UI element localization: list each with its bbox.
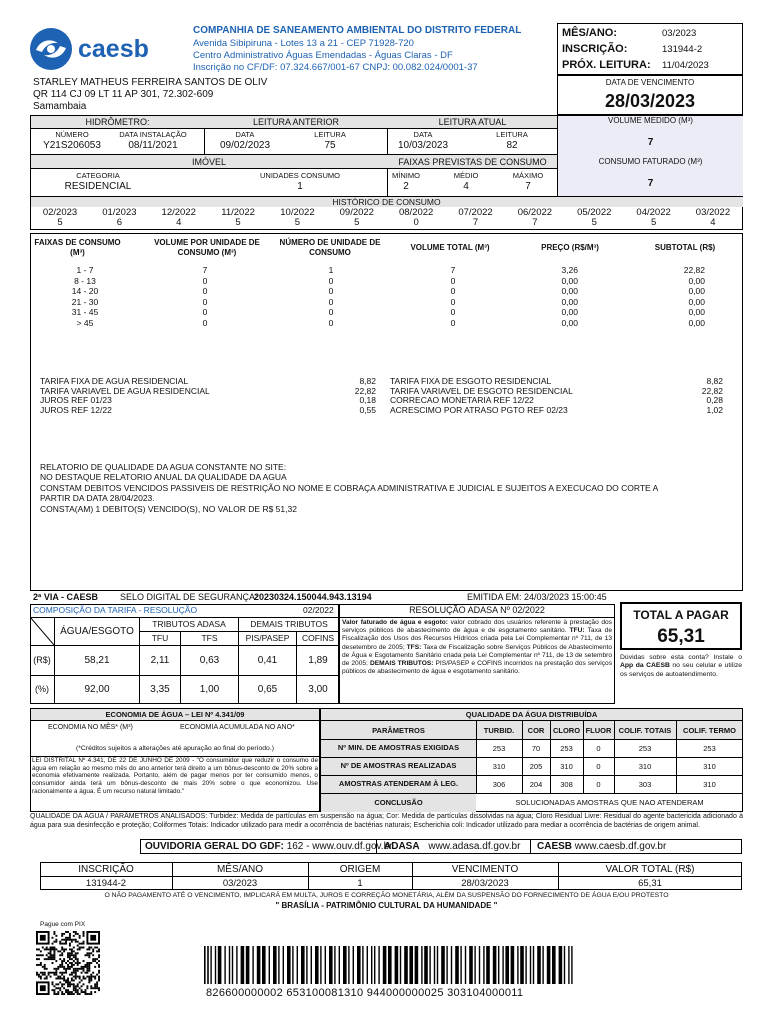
- hidrometro-header: HIDRÔMETRO:: [85, 117, 150, 127]
- historico-item: 09/2022 5: [339, 207, 374, 228]
- imovel-header: IMÓVEL: [191, 157, 226, 167]
- stub-origem: 1: [357, 878, 363, 889]
- economia-note: (*Créditos sujeitos a alterações até apuração ao final do período.): [76, 745, 274, 752]
- atual-leitura: 82: [506, 140, 518, 151]
- pix-label: Pague com PIX: [40, 921, 86, 928]
- composicao-row-label: (%): [35, 684, 49, 694]
- stub-mes-label: MÊS/ANO: [216, 864, 264, 875]
- ant-leitura: 75: [324, 140, 336, 151]
- qualidade-cell: 253: [492, 744, 506, 753]
- faixas-col-preco: PREÇO (R$/M³): [541, 243, 599, 252]
- atual-leitura-label: LEITURA: [496, 130, 528, 139]
- composicao-agua-pct: 92,00: [84, 684, 110, 695]
- ant-data: 09/02/2023: [219, 140, 271, 151]
- barcode-digits: 826600000002 653100081310 944000000025 303104000011: [206, 987, 524, 999]
- faixas-col-faixa: FAIXAS DE CONSUMO (M³): [34, 238, 121, 257]
- charge-row: TARIFA VARIAVEL DE ESGOTO RESIDENCIAL 22,82: [390, 385, 723, 396]
- due-date-value: 28/03/2023: [604, 91, 696, 111]
- total-label: TOTAL A PAGAR: [633, 608, 729, 622]
- pix-qr-code[interactable]: [36, 931, 100, 995]
- historico-item: 03/2022 4: [695, 207, 731, 228]
- qualidade-cell: 0: [596, 744, 601, 753]
- volume-medido-label: VOLUME MEDIDO (M³): [608, 116, 693, 125]
- qualidade-col-cor: COR: [527, 726, 545, 735]
- company-address-1: Avenida Sibipiruna - Lotes 13 a 21 - CEP 71928-720: [193, 38, 414, 49]
- total-box: [620, 602, 742, 650]
- economia-title: ECONOMIA DE ÁGUA – LEI Nº 4.341/09: [105, 710, 245, 719]
- composicao-title: COMPOSIÇÃO DA TARIFA - RESOLUÇÃO: [33, 605, 198, 615]
- message-line: RELATORIO DE QUALIDADE DA AGUA CONSTANTE NO SITE:: [40, 462, 287, 472]
- maximo-label: MÁXIMO: [512, 171, 544, 180]
- qualidade-cell: 310: [638, 762, 652, 771]
- historico-item: 11/2022 5: [221, 207, 255, 228]
- company-ids: Inscrição no CF/DF: 07.324.667/001-67 CNPJ: 00.082.024/0001-37: [193, 62, 478, 73]
- charge-row: TARIFA FIXA DE AGUA RESIDENCIAL 8,82: [40, 376, 376, 386]
- stub-origem-label: ORIGEM: [339, 864, 381, 875]
- adasa-url[interactable]: www.adasa.df.gov.br: [428, 841, 521, 852]
- pis-header: PIS/PASEP: [245, 633, 290, 643]
- stub-inscricao: 131944-2: [85, 878, 127, 889]
- table-row: 21 - 30 0 0 0 0,00 0,00: [71, 296, 705, 307]
- faixas-previstas-header: FAIXAS PREVISTAS DE CONSUMO: [398, 157, 547, 167]
- composicao-cofins-pct: 3,00: [308, 684, 328, 695]
- demais-tributos-header: DEMAIS TRIBUTOS: [250, 619, 328, 629]
- tfu-header: TFU: [151, 633, 169, 643]
- data-instalacao: 08/11/2021: [128, 140, 178, 151]
- ouvidoria-gdf-label: OUVIDORIA GERAL DO GDF:: [145, 841, 284, 852]
- qualidade-col-turbidez: TURBID.: [483, 726, 515, 735]
- qualidade-cell: 253: [703, 744, 716, 753]
- company-name: COMPANHIA DE SANEAMENTO AMBIENTAL DO DISTRITO FEDERAL: [193, 25, 522, 36]
- company-address-2: Centro Administrativo Águas Emendadas - Águas Claras - DF: [193, 50, 453, 61]
- minimo-value: 2: [403, 181, 409, 192]
- qualidade-cell: 0: [596, 780, 601, 789]
- table-row: 31 - 45 0 0 0 0,00 0,00: [71, 307, 705, 317]
- stub-valor: 65,31: [638, 878, 662, 889]
- conclusao-value: SOLUCIONADAS AMOSTRAS QUE NAO ATENDERAM: [515, 798, 704, 807]
- categoria-value: RESIDENCIAL: [64, 181, 132, 192]
- qualidade-cell: 205: [529, 762, 543, 771]
- qualidade-col-cloro: CLORO: [552, 726, 581, 735]
- qualidade-cell: 204: [529, 780, 543, 789]
- message-line: CONSTAM DEBITOS VENCIDOS PASSIVEIS DE RESTRIÇÃO NO NOME E COBRAÇA ADMINISTRATIVA E JUDICIAL E SUJEITOS A EXECUCAO DO CORTE A: [40, 482, 659, 493]
- customer-address: QR 114 CJ 09 LT 11 AP 301, 72.302-609: [33, 89, 214, 100]
- instalacao-label: DATA INSTALAÇÃO: [119, 130, 187, 139]
- table-row: > 45 0 0 0 0,00 0,00: [76, 317, 705, 328]
- qualidade-cell: 310: [703, 780, 716, 789]
- qualidade-col-parametros: PARÂMETROS: [372, 726, 425, 735]
- payment-barcode: [204, 946, 584, 984]
- faixas-col-numero-unidades: NÚMERO DE UNIDADE DE CONSUMO: [279, 238, 381, 257]
- historico-item: 06/2022 7: [517, 207, 553, 228]
- qualidade-col-fluor: FLUOR: [585, 726, 612, 735]
- minimo-label: MÍNIMO: [392, 171, 420, 180]
- due-date-label: DATA DE VENCIMENTO: [605, 78, 695, 87]
- qualidade-row-label: AMOSTRAS ATENDERAM À LEG.: [338, 779, 459, 788]
- charge-row: CORRECAO MONETARIA REF 12/22 0,28: [390, 395, 723, 406]
- lei-text: LEI DISTRITAL Nº 4.341, DE 22 DE JUNHO DE 2009 - "O consumidor que reduzir o consumo de água em relação ao mesmo mês do ano anterior terá direito a um bônus-desconto de 20% sobre a economia efetivamente realizada. Portanto, além de pagar menos por ter consumido menos, o consumidor ainda terá um bônus-desconto de mais 20% sobre o que economizou. Use racionalmente a água. É um recurso natural limitado.": [32, 757, 318, 795]
- emitida-em: EMITIDA EM: 24/03/2023 15:00:45: [467, 592, 607, 602]
- economia-mes: ECONOMIA NO MÊS* (M³): [48, 724, 133, 731]
- selo-value: 20230324.150044.943.13194: [254, 592, 372, 602]
- qualidade-cell: 70: [531, 744, 541, 753]
- svg-text:caesb: caesb: [78, 35, 149, 63]
- resolucao-title: RESOLUÇÃO ADASA Nº 02/2022: [409, 605, 545, 615]
- composicao-tfu-rs: 2,11: [150, 655, 170, 666]
- messages: [40, 462, 730, 514]
- inscricao-label: INSCRIÇÃO:: [562, 43, 628, 55]
- composicao-pis-rs: 0,41: [257, 655, 278, 666]
- historico-item: 12/2022 4: [161, 207, 196, 228]
- proxima-leitura-value: 11/04/2023: [662, 60, 709, 71]
- unidades-label: UNIDADES CONSUMO: [259, 171, 340, 180]
- qualidade-col-colif-termo: COLIF. TERMO: [683, 726, 736, 735]
- leitura-anterior-header: LEITURA ANTERIOR: [252, 117, 340, 127]
- composicao-pis-pct: 0,65: [257, 684, 278, 695]
- mes-value: 03/2023: [662, 28, 697, 39]
- tributos-adasa-header: TRIBUTOS ADASA: [152, 619, 226, 629]
- medio-value: 4: [463, 181, 469, 192]
- qualidade-cell: 253: [560, 744, 573, 753]
- charge-row: TARIFA FIXA DE ESGOTO RESIDENCIAL 8,82: [390, 376, 723, 386]
- caesb-logo: [28, 26, 178, 72]
- ant-data-label: DATA: [235, 130, 255, 139]
- charge-row: JUROS REF 12/22 0,55: [40, 404, 376, 415]
- table-row: 1 - 7 7 1 7 3,26 22,82: [76, 265, 705, 275]
- message-line: CONSTA(AM) 1 DEBITO(S) VENCIDO(S), NO VALOR DE R$ 51,32: [40, 503, 297, 514]
- adasa-label: ADASA: [384, 841, 420, 852]
- qualidade-cell: 310: [560, 762, 573, 771]
- historico-item: 02/2023 5: [42, 207, 78, 228]
- atual-data-label: DATA: [413, 130, 433, 139]
- proxima-leitura-label: PRÓX. LEITURA:: [562, 59, 651, 71]
- historico-item: 05/2022 5: [577, 207, 612, 228]
- hidrometro-numero: Y21S206053: [43, 140, 101, 151]
- cofins-header: COFINS: [301, 633, 335, 643]
- consumo-faturado-label: CONSUMO FATURADO (M³): [598, 157, 703, 166]
- consumo-faturado-value: 7: [647, 178, 654, 189]
- faixas-col-volume-total: VOLUME TOTAL (M³): [410, 243, 490, 252]
- caesb-label: CAESB: [537, 841, 573, 852]
- charge-row: ACRESCIMO POR ATRASO PGTO REF 02/23 1,02: [390, 404, 723, 415]
- qualidade-cell: 306: [492, 780, 506, 789]
- qualidade-row-label: Nº DE AMOSTRAS REALIZADAS: [340, 761, 457, 770]
- tfs-header: TFS: [201, 633, 218, 643]
- historico-item: 01/2023 6: [102, 207, 137, 228]
- composicao-tfs-rs: 0,63: [199, 655, 220, 666]
- via-label: 2ª VIA - CAESB: [33, 592, 99, 602]
- summary-box: [557, 23, 743, 75]
- message-line: NO DESTAQUE RELATORIO ANUAL DA QUALIDADE DA AGUA: [40, 472, 287, 483]
- historico-item: 10/2022 5: [280, 207, 315, 228]
- historico-item: 08/2022 0: [398, 207, 434, 228]
- qualidade-title: QUALIDADE DA ÁGUA DISTRIBUÍDA: [465, 710, 598, 719]
- numero-label: NÚMERO: [55, 130, 89, 139]
- resolucao-text: Valor faturado de água e esgoto: valor cobrado dos usuários referente à prestação dos serviços públicos de abastecimento de água e de esgotamento sanitário. TFU: Taxa de Fiscalização dos Usos dos Recursos Hídricos criada pela Lei Complementar nº 711, de 13 desetembro de 2005; TFS: Taxa de Fiscalização sobre Serviços Públicos de Abastecimento de Água e Esgotamento Sanitário criada pela Lei Complementar nº 711, de 13 de setembro de 2005; DEMAIS TRIBUTOS: PIS/PASEP e COFINS incorridos na prestação dos serviços públicos de abastecimento de água e esgotamento sanitário.: [342, 619, 612, 676]
- ant-leitura-label: LEITURA: [314, 130, 346, 139]
- agua-esgoto-header: ÁGUA/ESGOTO: [60, 626, 134, 637]
- atual-data: 10/03/2023: [397, 140, 449, 151]
- volume-medido-value: 7: [647, 137, 654, 148]
- qualidade-cell: 310: [703, 762, 716, 771]
- warning-text: O NÃO PAGAMENTO ATÉ O VENCIMENTO, IMPLICARÁ EM MULTA, JUROS E CORREÇÃO MONETÁRIA, ALÉM DA SUSPENSÃO DO FORNECIMENTO DE ÁGUA E/OU PROTESTO: [104, 892, 669, 899]
- total-value: 65,31: [657, 626, 705, 647]
- qualidade-row-label: Nº MIN. DE AMOSTRAS EXIGIDAS: [337, 743, 460, 752]
- table-row: 8 - 13 0 0 0 0,00 0,00: [74, 275, 705, 286]
- qualidade-cell: 0: [596, 762, 601, 771]
- stub-inscricao-label: INSCRIÇÃO: [78, 864, 134, 875]
- maximo-value: 7: [525, 181, 531, 192]
- stub-vencimento: 28/03/2023: [461, 878, 509, 889]
- faixas-rows: [30, 265, 743, 328]
- historico-item: 07/2022 7: [458, 207, 493, 228]
- composicao-tfu-pct: 3,35: [150, 684, 170, 695]
- charge-row: TARIFA VARIAVEL DE AGUA RESIDENCIAL 22,82: [40, 385, 376, 396]
- inscricao-value: 131944-2: [662, 44, 703, 55]
- stub-mes: 03/2023: [222, 878, 258, 889]
- unidades-value: 1: [297, 181, 303, 192]
- qualidade-cell: 308: [560, 780, 573, 789]
- composicao-agua-rs: 58,21: [84, 655, 110, 666]
- table-row: 14 - 20 0 0 0 0,00 0,00: [71, 286, 705, 296]
- motto: " BRASÍLIA - PATRIMÔNIO CULTURAL DA HUMANIDADE ": [275, 901, 498, 910]
- historico-item: 04/2022 5: [636, 207, 671, 228]
- customer-city: Samambaia: [33, 101, 87, 112]
- caesb-url[interactable]: www.caesb.df.gov.br: [574, 841, 667, 852]
- qualidade-cell: 303: [638, 780, 652, 789]
- qualidade-cell: 310: [492, 762, 506, 771]
- charges-right: [390, 377, 723, 415]
- stub-valor-label: VALOR TOTAL (R$): [605, 864, 695, 875]
- app-note: Dúvidas sobre esta conta? Instale o App da CAESB no seu celular e utilize os serviços de autoatendimento.: [620, 654, 743, 678]
- mes-label: MÊS/ANO:: [562, 27, 617, 39]
- composicao-row-label: (R$): [33, 655, 51, 665]
- conclusao-label: CONCLUSÃO: [374, 798, 423, 807]
- composicao-tfs-pct: 1,00: [199, 684, 220, 695]
- charge-row: JUROS REF 01/23 0,18: [40, 395, 376, 406]
- categoria-label: CATEGORIA: [76, 171, 120, 180]
- composicao-resolucao: 02/2022: [303, 605, 334, 615]
- quality-legend: QUALIDADE DA ÁGUA / PARÂMETROS ANALISADOS: Turbidez: Medida de partículas em suspensão na água; Cor: Medida de partículas dissolvidas na água; Cloro Residual Livre: Residual do agente bactericida adicionado à água para sua desinfecção e proteção; Coliformes Totais: Indicador utilizado para medir a ocorrência de bactérias naturais; Escherichia coli: Indicador utilizado para mediar a ocorrência de bactérias de origem animal.: [30, 813, 743, 829]
- medio-label: MÉDIO: [453, 171, 479, 180]
- historico-list: [30, 208, 743, 229]
- qualidade-col-colif-totais: COLIF. TOTAIS: [618, 726, 672, 735]
- leitura-atual-header: LEITURA ATUAL: [438, 117, 507, 127]
- faixas-col-subtotal: SUBTOTAL (R$): [654, 243, 716, 252]
- economia-acumulada: ECONOMIA ACUMULADA NO ANO*: [180, 724, 295, 731]
- customer-name: STARLEY MATHEUS FERREIRA SANTOS DE OLIV: [33, 77, 268, 88]
- faixas-col-volume-unidade: VOLUME POR UNIDADE DE CONSUMO (M³): [154, 238, 260, 257]
- charges-left: [40, 377, 376, 415]
- ouvidoria-gdf-contact: 162 - www.ouv.df.gov.br: [286, 841, 393, 852]
- qualidade-cell: 253: [638, 744, 652, 753]
- selo-label: SELO DIGITAL DE SEGURANÇA:: [120, 592, 258, 602]
- stub-vencimento-label: VENCIMENTO: [451, 864, 519, 875]
- historico-header: HISTÓRICO DE CONSUMO: [332, 197, 441, 207]
- composicao-cofins-rs: 1,89: [308, 655, 328, 666]
- due-date-box: [557, 75, 743, 115]
- message-line: PARTIR DA DATA 28/04/2023.: [40, 493, 155, 504]
